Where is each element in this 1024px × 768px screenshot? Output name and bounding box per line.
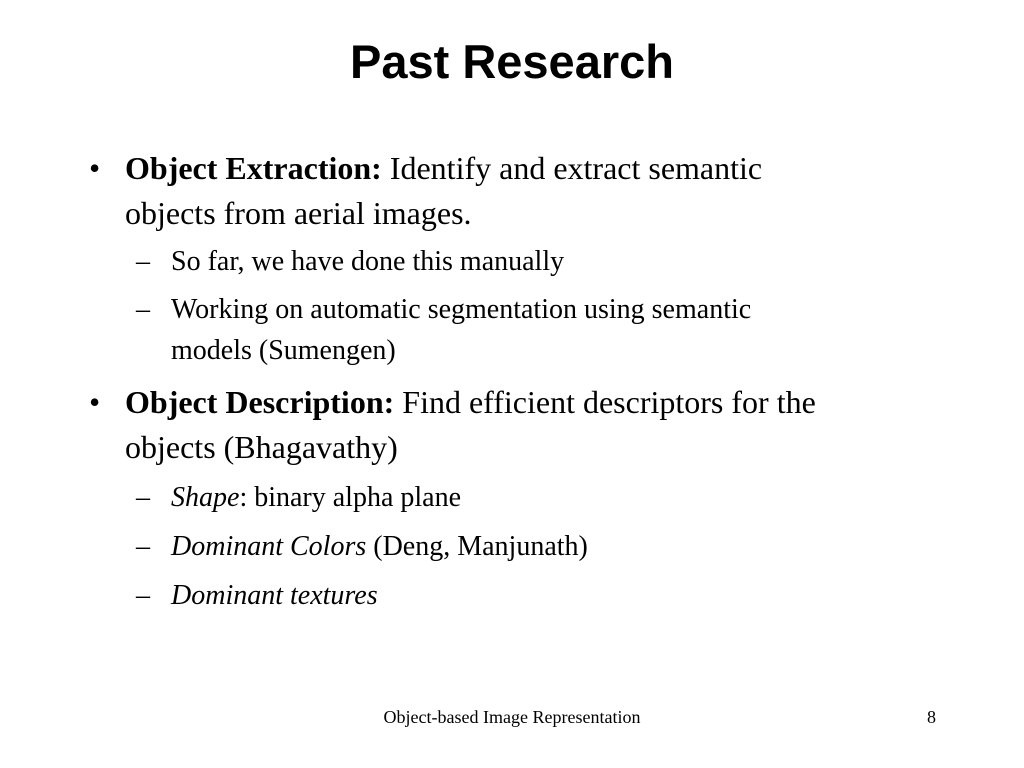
subitem-dominant-textures <box>136 576 378 616</box>
slide-title: Past Research <box>350 35 674 88</box>
subitem-text: models (Sumengen) <box>171 335 396 366</box>
subitem-text: (Deng, Manjunath) <box>366 531 588 562</box>
dash-marker: – <box>136 294 150 325</box>
dash-marker: – <box>136 246 150 277</box>
bullet-object-extraction-continued <box>125 191 472 236</box>
dash-marker: – <box>136 580 150 611</box>
subitem-italic: Shape <box>171 482 240 513</box>
dash-marker: – <box>136 482 150 513</box>
bullet-marker: • <box>89 150 101 186</box>
bullet-term: Object Extraction: <box>125 150 382 186</box>
bullet-text: Identify and extract semantic <box>381 150 763 186</box>
subitem-manual <box>136 242 565 282</box>
footer-page-number: 8 <box>927 707 936 727</box>
subitem-automatic-segmentation-continued <box>171 331 396 371</box>
bullet-marker: • <box>89 384 101 420</box>
bullet-text: objects from aerial images. <box>125 195 472 231</box>
subitem-dominant-colors <box>136 527 588 567</box>
subitem-automatic-segmentation <box>136 290 752 330</box>
bullet-object-extraction <box>89 146 763 191</box>
subitem-text: Working on automatic segmentation using semantic <box>171 294 752 325</box>
bullet-term: Object Description: <box>125 384 395 420</box>
subitem-shape <box>136 478 462 518</box>
dash-marker: – <box>136 531 150 562</box>
subitem-text: : binary alpha plane <box>239 482 462 513</box>
footer-presentation-title: Object-based Image Representation <box>383 707 641 727</box>
subitem-text: So far, we have done this manually <box>171 246 565 277</box>
bullet-text: objects (Bhagavathy) <box>125 429 398 465</box>
subitem-italic: Dominant textures <box>171 580 378 611</box>
subitem-italic: Dominant Colors <box>171 531 367 562</box>
bullet-object-description <box>89 380 816 425</box>
bullet-object-description-continued <box>125 425 398 470</box>
bullet-text: Find efficient descriptors for the <box>394 384 816 420</box>
